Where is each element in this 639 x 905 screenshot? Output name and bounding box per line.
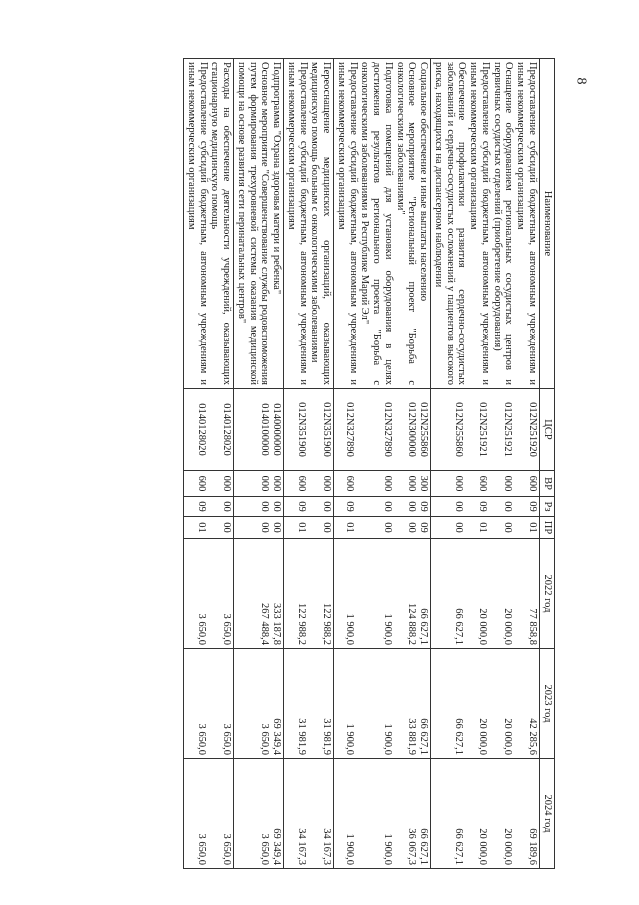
row-csr: 012N351900: [296, 402, 308, 457]
cell-rz-group: [284, 497, 334, 517]
row-rz: 00: [406, 501, 418, 512]
row-2023: 1 900,0: [344, 723, 355, 755]
row-2023: 3 650,0: [221, 723, 233, 755]
cell-vr-group: [284, 471, 334, 497]
row-2023: 3 650,0: [196, 723, 208, 755]
row-vr: 300: [418, 475, 430, 492]
row-pr: 01: [477, 522, 489, 533]
row-vr: 000: [221, 475, 233, 492]
row-2023: 3 650,0: [259, 723, 271, 755]
cell-vr-group: [431, 471, 540, 497]
row-2024: 3 650,0: [221, 833, 233, 865]
row-csr: 0140128020: [221, 403, 233, 456]
row-2022: 3 650,0: [196, 613, 208, 645]
row-rz: 00: [502, 501, 514, 512]
row-2022: 66 627,1: [452, 608, 464, 645]
row-pr: 00: [221, 522, 233, 533]
row-rz: 00: [221, 501, 233, 512]
row-rz: 00: [452, 501, 464, 512]
row-name: Предоставление субсидий бюджетным, автономным учреждениям и иным некоммерческим организациям: [336, 62, 359, 385]
row-2024: 69 189,6: [527, 828, 538, 865]
cell-2023-group: [184, 649, 234, 759]
cell-name-group: [234, 59, 284, 389]
cell-pr-group: [184, 517, 234, 539]
cell-pr-group: [234, 517, 284, 539]
cell-2023-group: [234, 649, 284, 759]
row-name: Обеспечение профилактики развития сердечно-сосудистых заболеваний и сердечно-сосудистых осложнений у пациентов высокого риска, находящихся на диспансерном наблюдении: [433, 62, 468, 385]
row-rz: 09: [418, 501, 430, 512]
row-name: Основное мероприятие "Региональный проект "Борьба с онкологическими заболеваниями": [394, 62, 418, 385]
row-2024: 20 000,0: [502, 828, 514, 865]
row-vr: 000: [502, 475, 514, 492]
row-2022: 20 000,0: [477, 608, 489, 645]
cell-2022-group: [234, 539, 284, 649]
row-csr: 012N327890: [344, 402, 355, 457]
row-vr: 000: [259, 475, 271, 492]
row-rz: 00: [321, 501, 333, 512]
cell-2022-group: [334, 539, 431, 649]
row-vr: 600: [296, 475, 308, 492]
cell-vr-group: [184, 471, 234, 497]
row-vr: 000: [321, 475, 333, 492]
cell-csr-group: [334, 389, 431, 471]
row-pr: 00: [381, 522, 393, 533]
row-pr: 00: [502, 522, 514, 533]
cell-2024-group: [234, 759, 284, 869]
cell-2022-group: [184, 539, 234, 649]
row-csr: 012N255860: [452, 402, 464, 457]
row-2023: 20 000,0: [477, 718, 489, 755]
row-csr: 0140000000: [271, 403, 283, 456]
header-2022: 2022 год: [540, 539, 555, 649]
table-header-row: [540, 59, 555, 869]
budget-table: [183, 58, 555, 869]
row-name: Предоставление субсидий бюджетным, автономным учреждениям и иным некоммерческим организациям: [468, 62, 491, 385]
cell-2023-group: [431, 649, 540, 759]
row-2023: 66 627,1: [452, 718, 464, 755]
row-2024: 3 650,0: [259, 833, 271, 865]
cell-rz-group: [234, 497, 284, 517]
row-2023: 66 627,1: [418, 718, 430, 755]
row-2024: 34 167,3: [321, 828, 333, 865]
row-2022: 66 627,1: [418, 608, 430, 645]
cell-rz-group: [431, 497, 540, 517]
row-name: Переоснащение медицинских организаций, оказывающих медицинскую помощь больным с онкологическими заболеваниями: [309, 62, 333, 385]
row-2024: 1 900,0: [381, 833, 393, 865]
cell-2023-group: [334, 649, 431, 759]
row-pr: 00: [259, 522, 271, 533]
row-vr: 000: [452, 475, 464, 492]
header-vr: ВР: [540, 471, 555, 497]
row-pr: 01: [196, 522, 208, 533]
row-2022: 1 900,0: [381, 613, 393, 645]
row-2024: 66 627,1: [418, 828, 430, 865]
cell-vr-group: [234, 471, 284, 497]
row-rz: 09: [527, 501, 538, 512]
row-2024: 20 000,0: [477, 828, 489, 865]
cell-pr-group: [284, 517, 334, 539]
row-2022: 122 988,2: [296, 603, 308, 645]
row-name: Расходы на обеспечение деятельности учреждений, оказывающих стационарную медицинскую помощь: [209, 62, 233, 385]
row-name: Подпрограмма "Охрана здоровья матери и ребенка": [271, 62, 283, 295]
row-2023: 20 000,0: [502, 718, 514, 755]
row-rz: 09: [344, 501, 355, 512]
row-vr: 000: [271, 475, 283, 492]
row-2022: 333 187,8: [271, 603, 283, 645]
row-csr: 0140128020: [196, 403, 208, 456]
row-2024: 69 349,4: [271, 828, 283, 865]
row-vr: 000: [406, 475, 418, 492]
row-2024: 34 167,3: [296, 828, 308, 865]
table-row-group: [334, 59, 431, 869]
cell-2024-group: [184, 759, 234, 869]
row-2022: 124 888,2: [406, 603, 418, 645]
cell-2024-group: [431, 759, 540, 869]
row-csr: 012N351900: [321, 402, 333, 457]
rotated-table-container: [45, 58, 555, 868]
table-row-group: [234, 59, 284, 869]
row-csr: 012N300000: [406, 402, 418, 457]
header-2024: 2024 год: [540, 759, 555, 869]
cell-csr-group: [431, 389, 540, 471]
header-rz: Рз: [540, 497, 555, 517]
cell-rz-group: [184, 497, 234, 517]
row-pr: 09: [418, 522, 430, 533]
table-row-group: [284, 59, 334, 869]
row-pr: 00: [406, 522, 418, 533]
row-2022: 20 000,0: [502, 608, 514, 645]
row-vr: 600: [527, 475, 538, 492]
row-csr: 012N251920: [527, 402, 538, 457]
row-2022: 267 488,4: [259, 603, 271, 645]
cell-2022-group: [284, 539, 334, 649]
row-2022: 77 858,8: [527, 608, 538, 645]
row-2023: 42 285,6: [527, 718, 538, 755]
cell-name-group: [284, 59, 334, 389]
row-rz: 09: [196, 501, 208, 512]
header-csr: ЦСР: [540, 389, 555, 471]
row-name: Социальное обеспечение и иные выплаты населению: [418, 62, 430, 302]
cell-pr-group: [431, 517, 540, 539]
row-vr: 600: [477, 475, 489, 492]
row-pr: 01: [527, 522, 538, 533]
header-pr: ПР: [540, 517, 555, 539]
row-rz: 09: [296, 501, 308, 512]
cell-2023-group: [284, 649, 334, 759]
cell-csr-group: [234, 389, 284, 471]
row-2022: 122 988,2: [321, 603, 333, 645]
row-csr: 012N251921: [502, 402, 514, 457]
row-rz: 09: [477, 501, 489, 512]
cell-vr-group: [334, 471, 431, 497]
row-pr: 01: [296, 522, 308, 533]
header-2023: 2023 год: [540, 649, 555, 759]
table-row-group: [431, 59, 540, 869]
cell-pr-group: [334, 517, 431, 539]
cell-rz-group: [334, 497, 431, 517]
row-pr: 00: [452, 522, 464, 533]
row-vr: 000: [381, 475, 393, 492]
cell-name-group: [334, 59, 431, 389]
header-name: Наименование: [540, 59, 555, 389]
row-2023: 31 981,9: [321, 718, 333, 755]
cell-2024-group: [284, 759, 334, 869]
row-2024: 3 650,0: [196, 833, 208, 865]
row-2024: 36 067,3: [406, 828, 418, 865]
row-pr: 00: [321, 522, 333, 533]
row-name: Предоставление субсидий бюджетным, автономным учреждениям и иным некоммерческим организациям: [186, 62, 209, 385]
row-2023: 69 349,4: [271, 718, 283, 755]
row-vr: 600: [196, 475, 208, 492]
cell-csr-group: [284, 389, 334, 471]
row-rz: 00: [381, 501, 393, 512]
row-name: Предоставление субсидий бюджетным, автономным учреждениям и иным некоммерческим организациям: [286, 62, 309, 385]
row-2022: 1 900,0: [344, 613, 355, 645]
row-2023: 1 900,0: [381, 723, 393, 755]
cell-name-group: [431, 59, 540, 389]
row-pr: 00: [271, 522, 283, 533]
row-2022: 3 650,0: [221, 613, 233, 645]
row-csr: 012N255860: [418, 402, 430, 457]
row-name: Основное мероприятие "Совершенствование службы родовспоможения путем формирования трехуровневой системы оказания медицинской помощи на основе развития сети перинатальных центров": [236, 62, 271, 385]
row-csr: 0140100000: [259, 403, 271, 456]
row-2024: 1 900,0: [344, 833, 355, 865]
table-row-group: [184, 59, 234, 869]
row-name: Подготовка помещений для установки оборудования в целях достижения результатов регионального проекта "Борьба с онкологическими заболеваниями в Республике Марий Эл": [359, 62, 394, 385]
row-csr: 012N251921: [477, 402, 489, 457]
cell-2024-group: [334, 759, 431, 869]
row-vr: 600: [344, 475, 355, 492]
row-2023: 33 881,9: [406, 718, 418, 755]
row-2024: 66 627,1: [452, 828, 464, 865]
row-2023: 31 981,9: [296, 718, 308, 755]
cell-2022-group: [431, 539, 540, 649]
row-rz: 00: [259, 501, 271, 512]
cell-name-group: [184, 59, 234, 389]
row-rz: 00: [271, 501, 283, 512]
row-name: Оснащение оборудованием региональных сосудистых центров и первичных сосудистых отделений (приобретение оборудования): [491, 62, 515, 385]
page-number: 8: [573, 77, 589, 85]
row-csr: 012N327890: [381, 402, 393, 457]
cell-csr-group: [184, 389, 234, 471]
row-pr: 01: [344, 522, 355, 533]
row-name: Предоставление субсидий бюджетным, автономным учреждениям и иным некоммерческим организациям: [515, 62, 538, 385]
